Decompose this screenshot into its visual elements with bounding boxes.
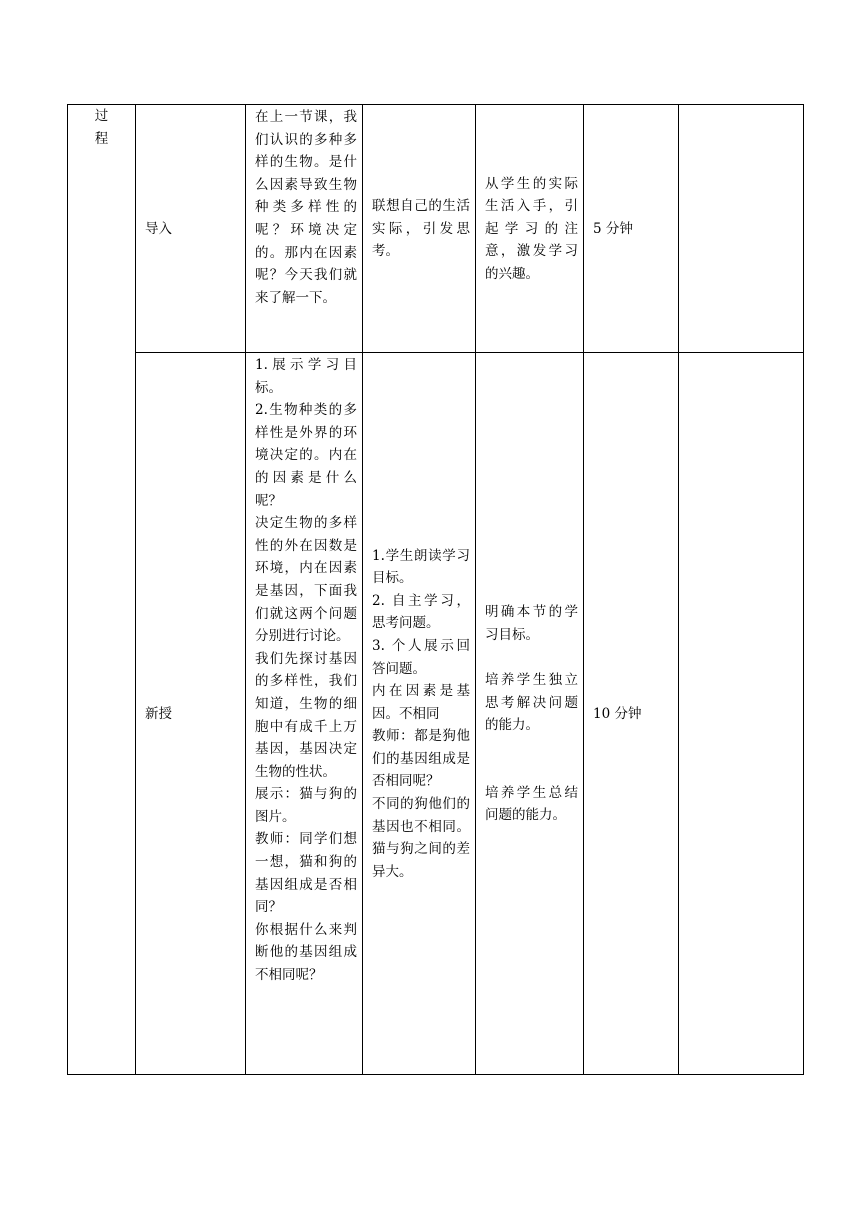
student-new-item-6: 不同的狗他们的基因也不相同。猫与狗之间的差异大。	[372, 796, 470, 880]
teacher-activity-new	[246, 353, 363, 1075]
design-new-item-2: 培养学生独立思考解决问题的能力。	[485, 671, 578, 734]
teacher-intro-text: 在上一节课，我们认识的多种多样的生物。是什么因素导致生物种类多样性的呢？环境决定的。那内在因素呢？今天我们就来了解一下。	[255, 109, 357, 306]
student-new-item-5: 教师：都是狗他们的基因组成是否相同呢？	[372, 728, 470, 790]
stage-label-cell	[68, 105, 136, 1075]
notes-cell-intro	[679, 105, 804, 353]
design-intro-text: 从学生的实际生活入手，引起学习的注意，激发学习的兴趣。	[485, 175, 578, 282]
student-activity-new	[363, 353, 476, 1075]
section-label-intro: 导入	[145, 220, 172, 237]
notes-cell-new	[679, 353, 804, 1075]
design-intent-intro	[476, 105, 584, 353]
design-new-item-1: 明确本节的学习目标。	[485, 604, 578, 643]
time-new: 10 分钟	[593, 705, 642, 722]
time-intro: 5 分钟	[593, 220, 633, 237]
student-intro-text: 联想自己的生活实际，引发思考。	[372, 198, 470, 260]
teacher-new-item-7: 你根据什么来判断他的基因组成不相同呢？	[255, 921, 357, 984]
teacher-new-item-1: 1.展示学习目标。	[255, 357, 357, 396]
teacher-new-item-3: 决定生物的多样性的外在因数是环境，内在因素是基因，下面我们就这两个问题分别进行讨论。	[255, 515, 357, 645]
student-new-item-3: 3. 个人展示回答问题。	[372, 637, 470, 677]
stage-char-2: 程	[94, 130, 109, 147]
design-new-item-3: 培养学生总结问题的能力。	[485, 784, 578, 824]
student-new-item-4: 内在因素是基因。不相同	[372, 683, 470, 722]
teacher-new-item-5: 展示：猫与狗的图片。	[255, 786, 357, 825]
time-cell-new	[584, 353, 679, 1075]
student-new-item-1: 1.学生朗读学习目标。	[372, 547, 470, 587]
teacher-new-item-6: 教师：同学们想一想，猫和狗的基因组成是否相同？	[255, 831, 357, 916]
section-cell-new	[136, 353, 246, 1075]
notes-intro	[679, 105, 803, 106]
spacer	[485, 737, 578, 782]
student-new-item-2: 2. 自主学习，思考问题。	[372, 592, 470, 632]
teacher-activity-intro	[246, 105, 363, 353]
notes-new	[679, 353, 803, 354]
time-cell-intro	[584, 105, 679, 353]
student-activity-intro	[363, 105, 476, 353]
stage-char-1: 过	[94, 108, 109, 124]
section-cell-intro	[136, 105, 246, 353]
teacher-new-item-4: 我们先探讨基因的多样性，我们知道，生物的细胞中有成千上万基因，基因决定生物的性状。	[255, 650, 357, 780]
spacer	[485, 646, 578, 669]
section-label-new: 新授	[145, 705, 172, 722]
teacher-new-item-2: 2.生物种类的多样性是外界的环境决定的。内在的因素是什么呢？	[255, 402, 357, 509]
design-intent-new	[476, 353, 584, 1075]
table-row-intro	[68, 105, 804, 353]
lesson-plan-table	[67, 104, 804, 1075]
table-row-new-lesson	[68, 353, 804, 1075]
